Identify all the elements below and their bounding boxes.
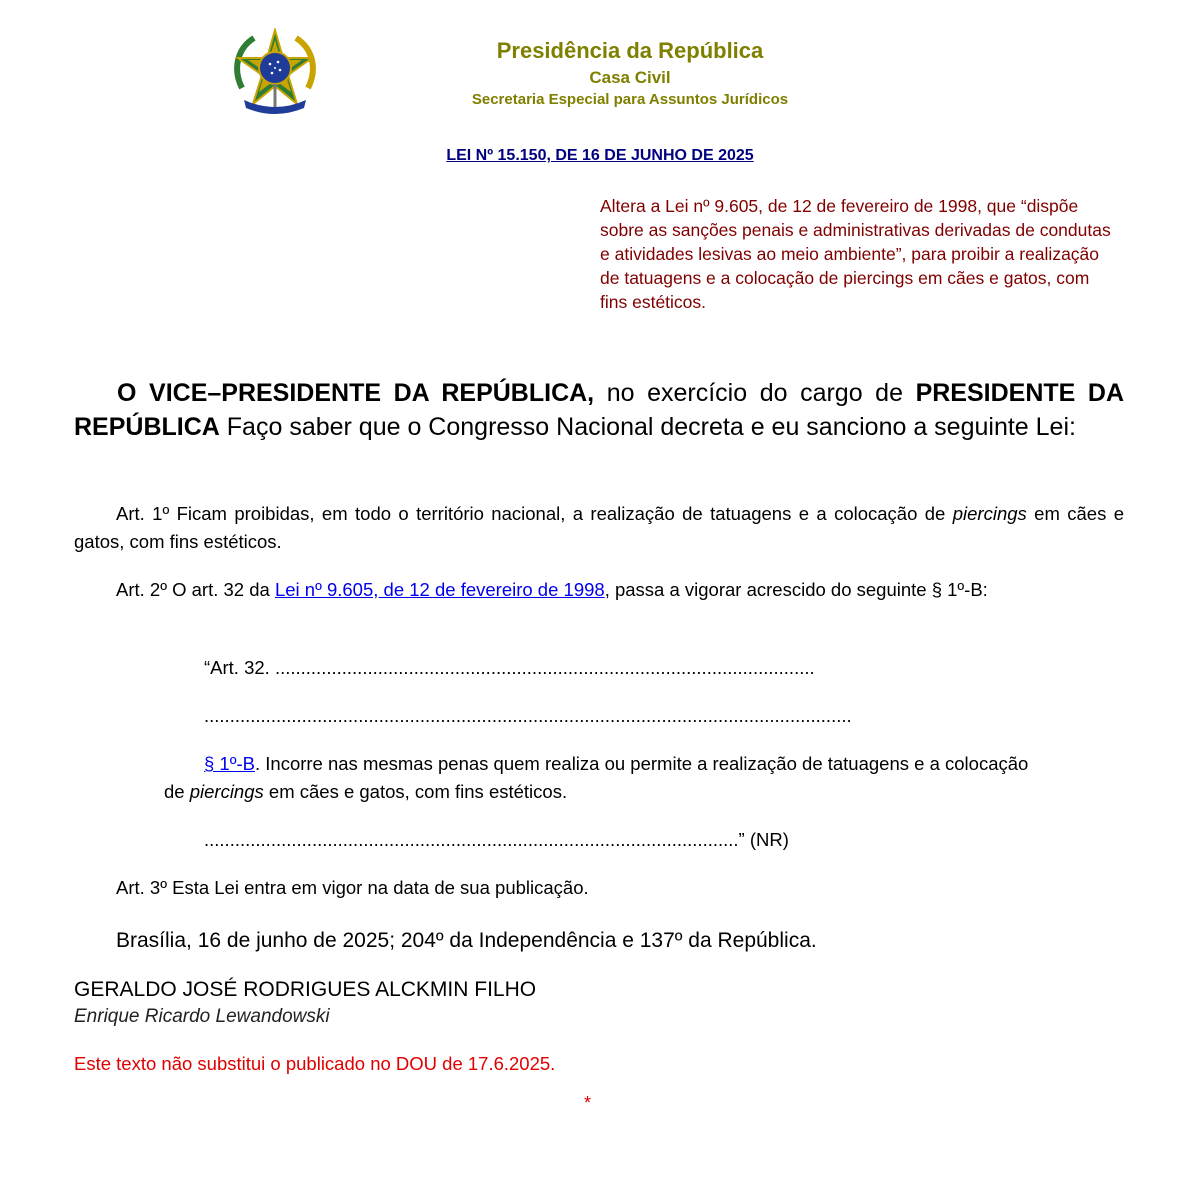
article-2-text-a: Art. 2º O art. 32 da: [116, 579, 275, 600]
signature-minister: Enrique Ricardo Lewandowski: [74, 1006, 330, 1027]
quoted-dots-2: ........................................................................................................” (NR): [204, 829, 789, 850]
paragraph-1b-link[interactable]: § 1º-B: [204, 753, 255, 774]
law-title: [0, 147, 1200, 165]
footnote-mark: *: [584, 1093, 592, 1113]
law-9605-link[interactable]: Lei nº 9.605, de 12 de fevereiro de 1998: [274, 579, 605, 600]
article-1-italic: piercings: [952, 503, 1027, 524]
date-line: Brasília, 16 de junho de 2025; 204º da Independência e 137º da República.: [116, 929, 817, 952]
quoted-art-32: “Art. 32. .........................................................................................................: [204, 657, 815, 678]
paragraph-1b-text-b: em cães e gatos, com fins estéticos.: [263, 781, 568, 802]
quoted-paragraph-1b: [164, 750, 1054, 806]
brazil-coat-of-arms-emblem: [230, 28, 320, 118]
article-1-text-a: Art. 1º Ficam proibidas, em todo o território nacional, a realização de tatuagens e a colocação de: [116, 503, 953, 524]
ementa: Altera a Lei nº 9.605, de 12 de fevereiro de 1998, que “dispõe sobre as sanções penais e administrativas derivadas de condutas e atividades lesivas ao meio ambiente”, para proibir a realização de tatuagens e a colocação de piercings em cães e gatos, com fins estéticos.: [600, 196, 1111, 312]
paragraph-1b-text-a: . Incorre nas mesmas penas quem realiza ou permite a realização de tatuagens e a colocação de: [164, 753, 1029, 802]
paragraph-1b-italic: piercings: [189, 781, 264, 802]
publication-notice: Este texto não substitui o publicado no DOU de 17.6.2025.: [74, 1053, 556, 1074]
article-2: [74, 576, 1124, 604]
law-title-link[interactable]: LEI Nº 15.150, DE 16 DE JUNHO DE 2025: [446, 147, 754, 164]
preamble-president: PRESIDENTE DA REPÚBLICA: [74, 379, 1124, 441]
article-1-text-b: em cães e gatos, com fins estéticos.: [74, 503, 1124, 552]
presidency-title: Presidência da República: [496, 38, 764, 63]
preamble-text-1: no exercício do cargo de: [594, 379, 916, 407]
article-2-text-b: , passa a vigorar acrescido do seguinte § 1º-B:: [604, 579, 988, 600]
article-1: [74, 500, 1124, 556]
preamble-text-2: Faço saber que o Congresso Nacional decreta e eu sanciono a seguinte Lei:: [219, 413, 1076, 441]
signature-president: GERALDO JOSÉ RODRIGUES ALCKMIN FILHO: [74, 978, 537, 1001]
article-3: Art. 3º Esta Lei entra em vigor na data de sua publicação.: [116, 877, 589, 898]
casa-civil-title: Casa Civil: [589, 68, 671, 87]
preamble-vice-president: O VICE–PRESIDENTE DA REPÚBLICA,: [117, 379, 595, 407]
preamble: [74, 376, 1124, 444]
header: [430, 36, 830, 110]
quoted-dots-1: ..............................................................................................................................: [204, 705, 852, 726]
secretariat-title: Secretaria Especial para Assuntos Jurídicos: [471, 91, 789, 108]
